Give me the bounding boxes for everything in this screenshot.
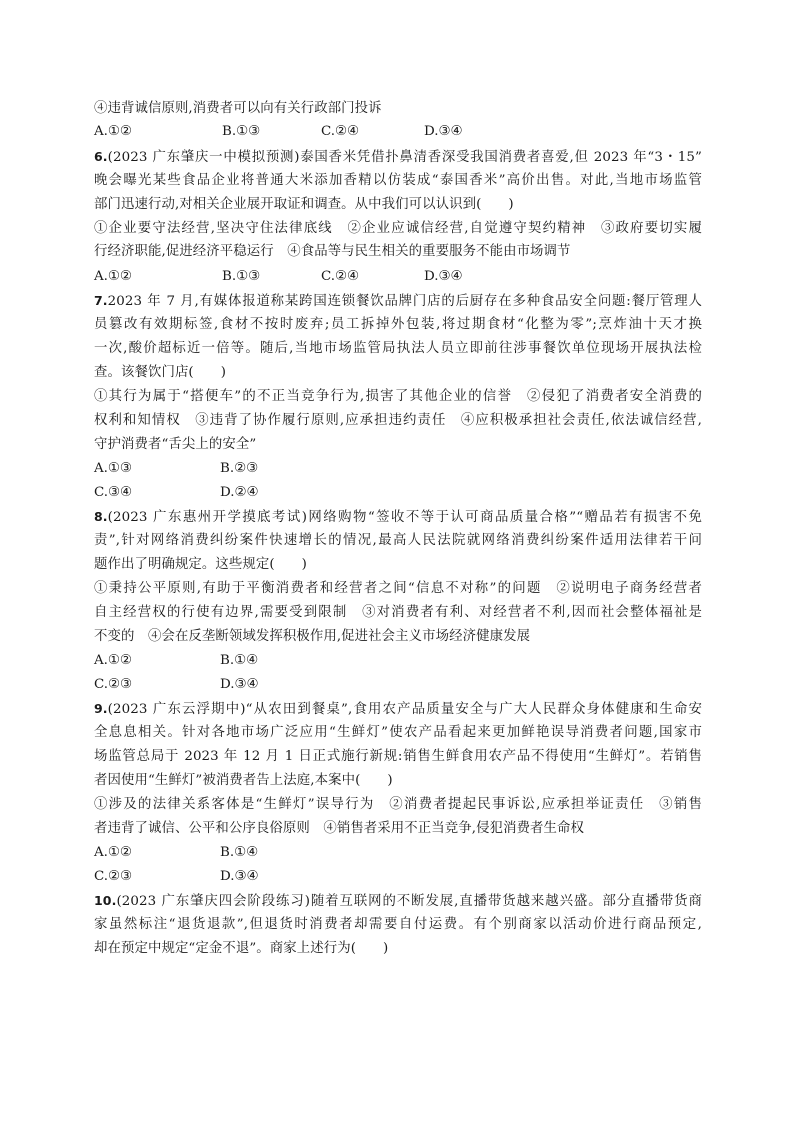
q9-line-1: 9.(2023 广东云浮期中)“从农田到餐桌”,食用农产品质量安全与广大人民群众身体健康和生命安 [94, 701, 702, 717]
q8-line-5: 自主经营权的行使有边界,需要受到限制 ③对消费者有利、对经营者不利,因而社会整体福祉是 [94, 605, 702, 620]
q9-line-6: 者违背了诚信、公平和公序良俗原则 ④销售者采用不正当竞争,侵犯消费者生命权 [94, 821, 585, 836]
q8-option-a: A.①② [94, 653, 132, 668]
q5-option-a: A.①② [94, 124, 132, 139]
q7-option-b: B.②③ [220, 461, 259, 476]
q5-option-c: C.②④ [321, 124, 360, 139]
q7-line-3: 一次,酸价超标近一倍等。随后,当地市场监管局执法人员立即前往涉事餐饮单位现场开展执法检 [94, 341, 702, 356]
q7-option-a: A.①③ [94, 461, 132, 476]
q8-line-1: 8.(2023 广东惠州开学摸底考试)网络购物“签收不等于认可商品质量合格”“赠品若有损害不免 [94, 509, 702, 525]
q7-line-1: 7.2023 年 7 月,有媒体报道称某跨国连锁餐饮品牌门店的后厨存在多种食品安全问题:餐厅管理人 [94, 293, 702, 309]
q7-line-4: 查。该餐饮门店( ) [94, 365, 227, 380]
q6-line-3: 部门迅速行动,对相关企业展开取证和调查。从中我们可以认识到( ) [94, 197, 514, 212]
q6-number: 6. [94, 149, 108, 164]
q8-line-6: 不变的 ④会在反垄断领域发挥积极作用,促进社会主义市场经济健康发展 [94, 629, 531, 644]
q6-option-a: A.①② [94, 269, 132, 284]
q8-number: 8. [94, 509, 108, 524]
q9-line-4: 者因使用“生鲜灯”被消费者告上法庭,本案中( ) [94, 773, 393, 788]
q9-line-5: ①涉及的法律关系客体是“生鲜灯”误导行为 ②消费者提起民事诉讼,应承担举证责任 ③销售 [94, 797, 702, 812]
q8-line-3: 题作出了明确规定。这些规定( ) [94, 557, 308, 572]
q5-option-d: D.③④ [424, 124, 463, 139]
q6-option-d: D.③④ [424, 269, 463, 284]
q10-line-3: 却在预定中规定“定金不退”。商家上述行为( ) [94, 941, 389, 956]
q8-line-4: ①秉持公平原则,有助于平衡消费者和经营者之间“信息不对称”的问题 ②说明电子商务经营者 [94, 581, 702, 596]
q7-number: 7. [94, 293, 108, 308]
q10-line-1: 10.(2023 广东肇庆四会阶段练习)随着互联网的不断发展,直播带货越来越兴盛。部分直播带货商 [94, 893, 702, 909]
q10-number: 10. [94, 893, 117, 908]
q6-line-5: 行经济职能,促进经济平稳运行 ④食品等与民生相关的重要服务不能由市场调节 [94, 244, 571, 259]
q8-option-b: B.①④ [220, 653, 259, 668]
q7-line-7: 守护消费者“舌尖上的安全” [94, 437, 257, 452]
q9-option-d: D.③④ [220, 869, 259, 884]
q8-option-d: D.③④ [220, 677, 259, 692]
q7-line-2: 员篡改有效期标签,食材不按时废弃;员工拆掉外包装,将过期食材“化整为零”;烹炸油十天才换 [94, 317, 702, 332]
q7-line-6: 权利和知情权 ③违背了协作履行原则,应承担违约责任 ④应积极承担社会责任,依法诚信经营, [94, 413, 702, 428]
q5-option-b: B.①③ [222, 124, 261, 139]
q6-line-4: ①企业要守法经营,坚决守住法律底线 ②企业应诚信经营,自觉遵守契约精神 ③政府要切实履 [94, 221, 702, 236]
q6-option-c: C.②④ [321, 269, 360, 284]
q5-statement-4: ④违背诚信原则,消费者可以向有关行政部门投诉 [94, 101, 382, 116]
q8-line-2: 责”,针对网络消费纠纷案件快速增长的情况,最高人民法院就网络消费纠纷案件适用法律若干问 [94, 533, 702, 548]
q7-option-d: D.②④ [220, 485, 259, 500]
q6-option-b: B.①③ [222, 269, 261, 284]
q9-number: 9. [94, 701, 108, 716]
q10-line-2: 家虽然标注“退货退款”,但退货时消费者却需要自付运费。有个别商家以活动价进行商品预定, [94, 917, 702, 932]
q9-option-c: C.②③ [94, 869, 133, 884]
q6-line-1: 6.(2023 广东肇庆一中模拟预测)泰国香米凭借扑鼻清香深受我国消费者喜爱,但 2023 年“3・15” [94, 149, 702, 165]
q7-line-5: ①其行为属于“搭便车”的不正当竞争行为,损害了其他企业的信誉 ②侵犯了消费者安全消费的 [94, 389, 702, 404]
q9-option-b: B.①④ [220, 845, 259, 860]
q9-line-2: 全息息相关。针对各地市场广泛应用“生鲜灯”使农产品看起来更加鲜艳误导消费者问题,国家市 [94, 725, 702, 740]
q6-line-2: 晚会曝光某些食品企业将普通大米添加香精以仿装成“泰国香米”高价出售。对此,当地市场监管 [94, 173, 702, 188]
q9-line-3: 场监管总局于 2023 年 12 月 1 日正式施行新规:销售生鲜食用农产品不得使用“生鲜灯”。若销售 [94, 749, 702, 764]
q8-option-c: C.②③ [94, 677, 133, 692]
q9-option-a: A.①② [94, 845, 132, 860]
q7-option-c: C.③④ [94, 485, 133, 500]
